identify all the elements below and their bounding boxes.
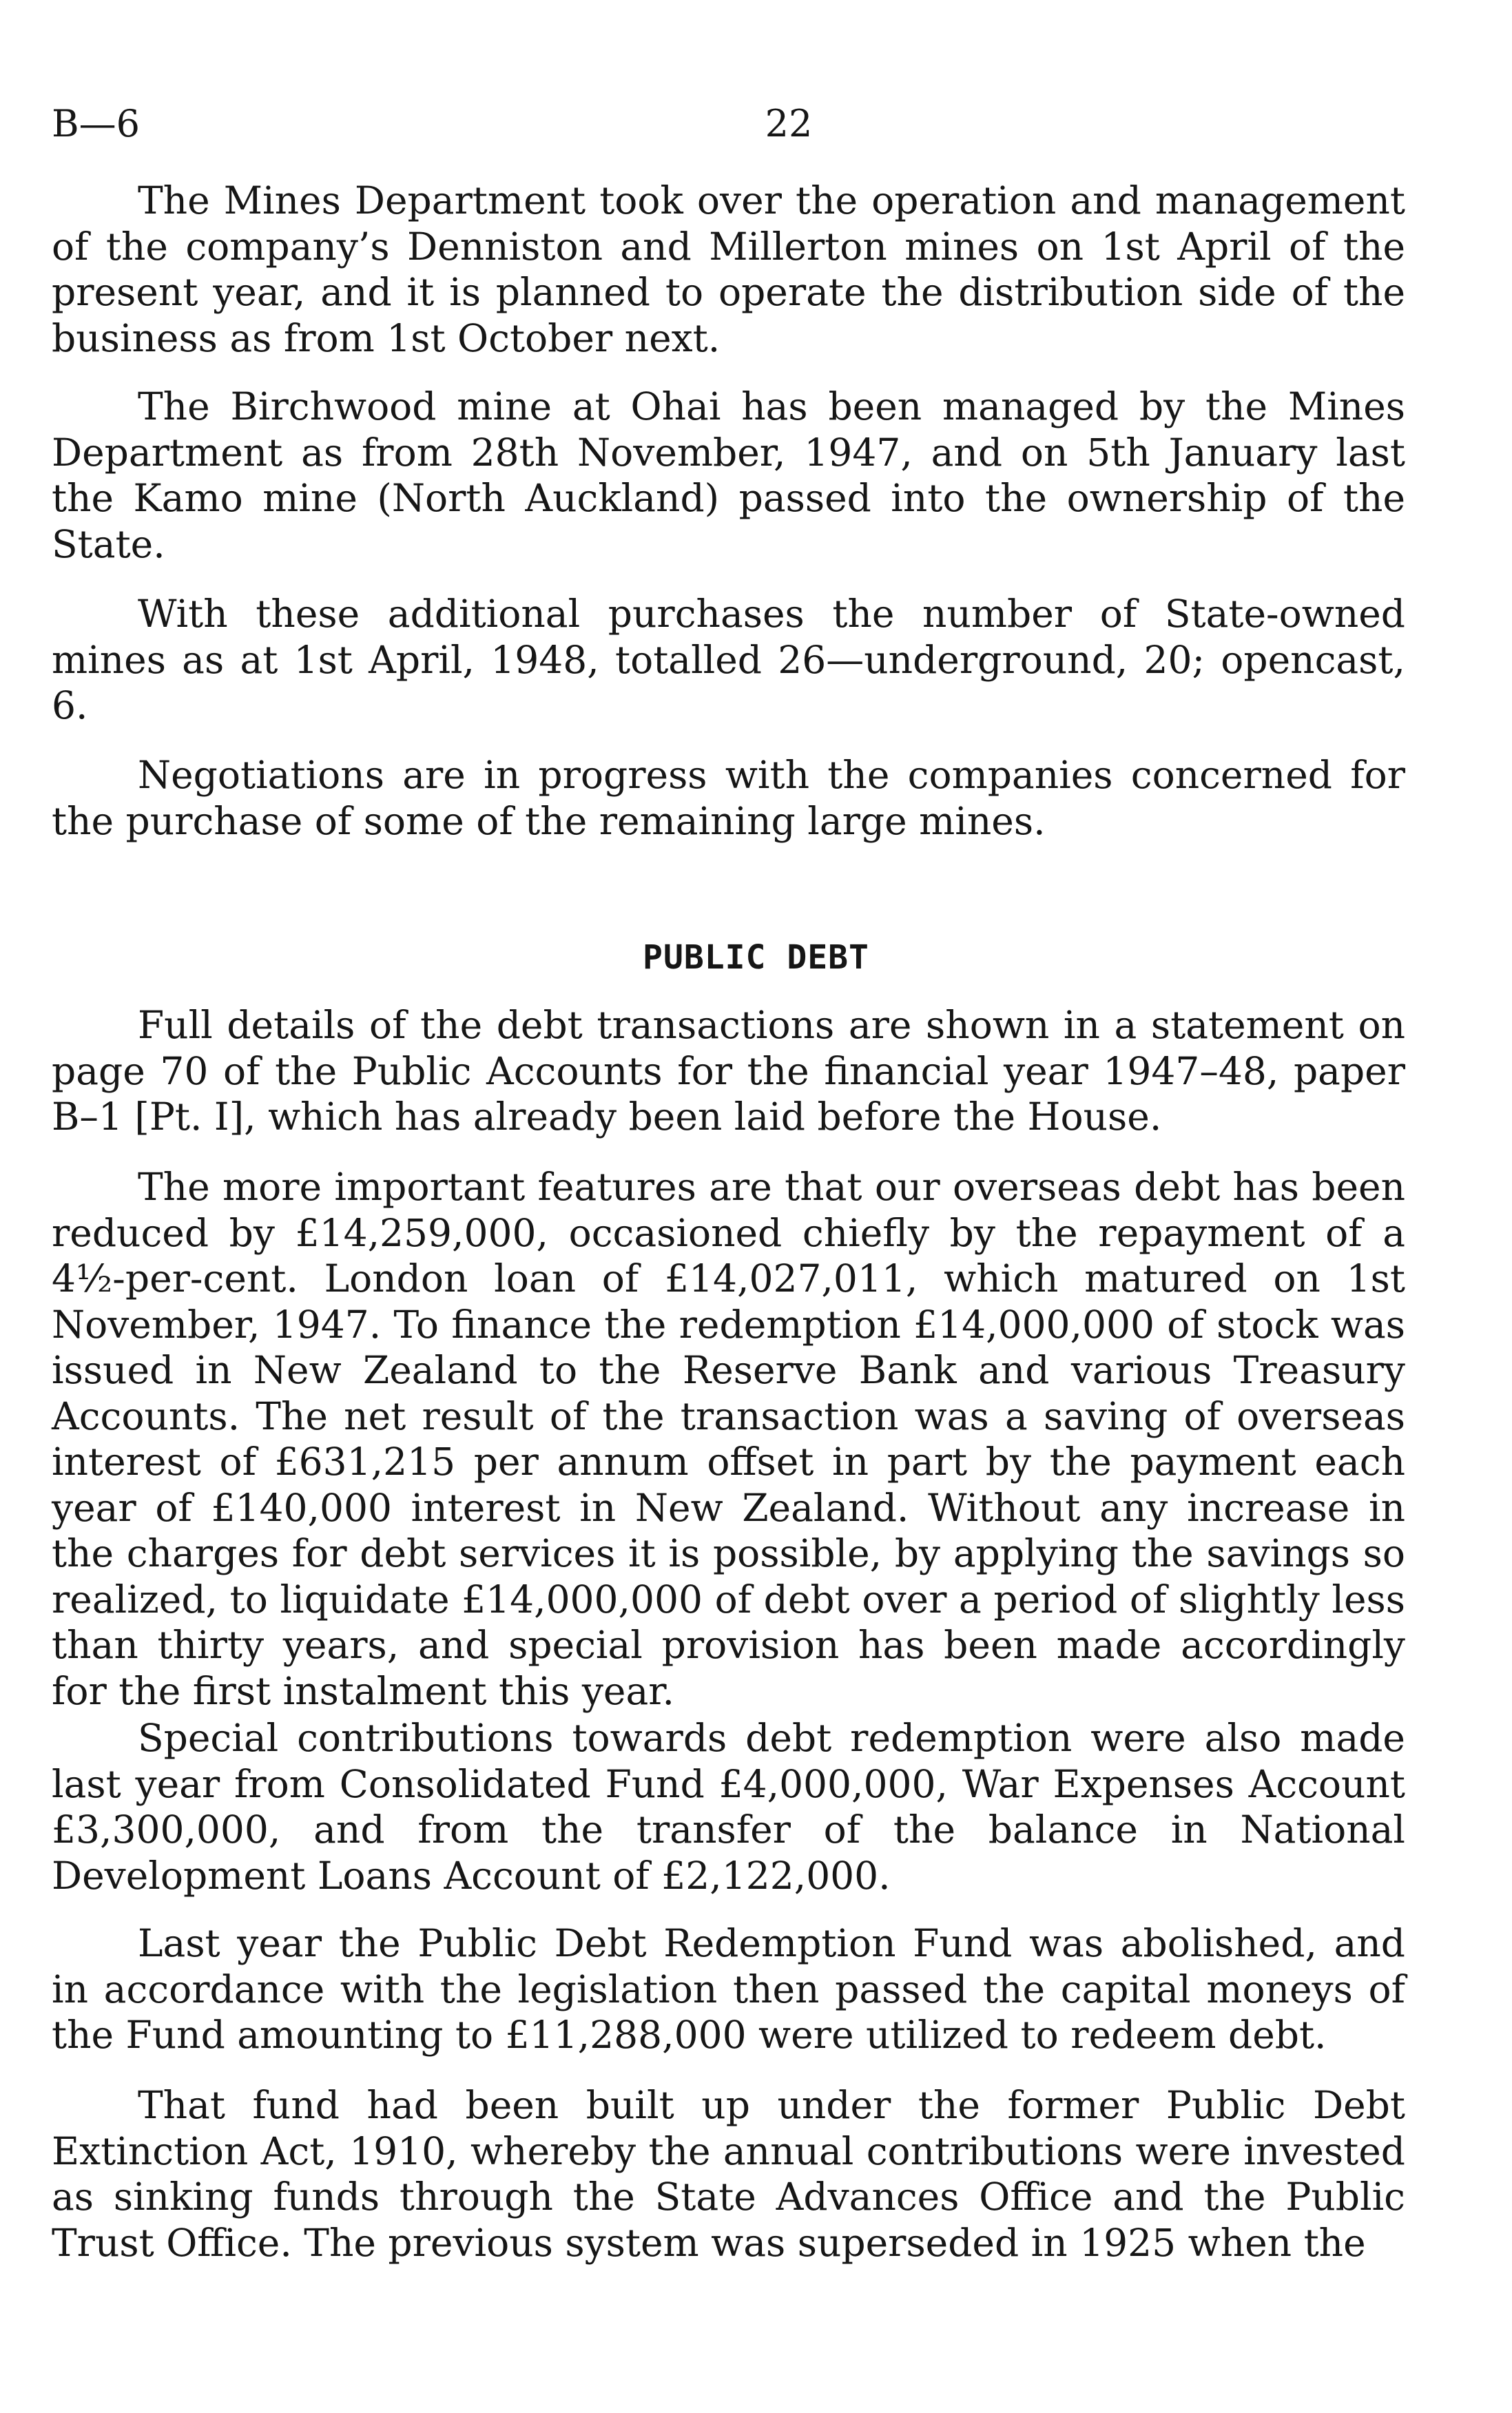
paragraph-block (52, 384, 1405, 567)
paragraph-overseas-debt: The more important features are that our overseas debt has been reduced by £14,259,000, occasioned chiefly by the repayment of a 4½-per-cent. London loan of £14,027,011, which matured on 1st November, 1947. To finance the redemption £14,000,000 of stock was issued in New Zealand to the Reserve Bank and various Treasury Accounts. The net result of the transaction was a saving of overseas interest of £631,215 per annum offset in part by the payment each year of £140,000 interest in New Zealand. Without any increase in the charges for debt services it is possible, by applying the savings so realized, to liquidate £14,000,000 of debt over a period of slightly less than thirty years, and special provision has been made accordingly for the first instalment this year. (52, 1165, 1405, 1713)
paragraph-block (52, 1715, 1405, 1898)
section-heading: PUBLIC DEBT (643, 938, 869, 977)
paragraph-block (52, 1920, 1405, 2058)
paragraph-state-owned-mines: With these additional purchases the number of State-owned mines as at 1st April, 1948, totalled 26—underground, 20; opencast, 6. (52, 592, 1405, 727)
paragraph-birchwood-kamo: The Birchwood mine at Ohai has been managed by the Mines Department as from 28th November, 1947, and on 5th January last the Kamo mine (North Auckland) passed into the ownership of the State. (52, 384, 1405, 566)
paragraph-block (52, 752, 1405, 844)
paragraph-block (52, 2082, 1405, 2266)
paragraph-extinction-act: That fund had been built up under the former Public Debt Extinction Act, 1910, whereby the annual contributions were invested as sinking funds through the State Advances Office and the Public Trust Office. The previous system was superseded in 1925 when the (52, 2083, 1405, 2265)
paragraph-block (52, 1164, 1405, 1714)
page-header (52, 100, 1429, 148)
paragraph-mines-takeover: The Mines Department took over the operation and management of the company’s Denniston and Millerton mines on 1st April of the present year, and it is planned to operate the distribution side of the business as from 1st October next. (52, 178, 1405, 360)
paragraph-block (52, 1002, 1405, 1140)
paragraph-special-contributions: Special contributions towards debt redemption were also made last year from Consolidated Fund £4,000,000, War Expenses Account £3,300,000, and from the transfer of the balance in National Development Loans Account of £2,122,000. (52, 1716, 1405, 1898)
paragraph-redemption-fund: Last year the Public Debt Redemption Fund was abolished, and in accordance with the legislation then passed the capital moneys of the Fund amounting to £11,288,000 were utilized to redeem debt. (52, 1921, 1405, 2057)
paragraph-debt-details: Full details of the debt transactions are shown in a statement on page 70 of the Public Accounts for the financial year 1947–48, paper B–1 [Pt. I], which has already been laid before the House. (52, 1003, 1405, 1139)
paper-reference: B—6 (52, 102, 141, 145)
paragraph-block (52, 178, 1405, 361)
paragraph-negotiations: Negotiations are in progress with the companies concerned for the purchase of some of the remaining large mines. (52, 753, 1405, 843)
page-number: 22 (765, 102, 813, 145)
paragraph-block (52, 591, 1405, 729)
